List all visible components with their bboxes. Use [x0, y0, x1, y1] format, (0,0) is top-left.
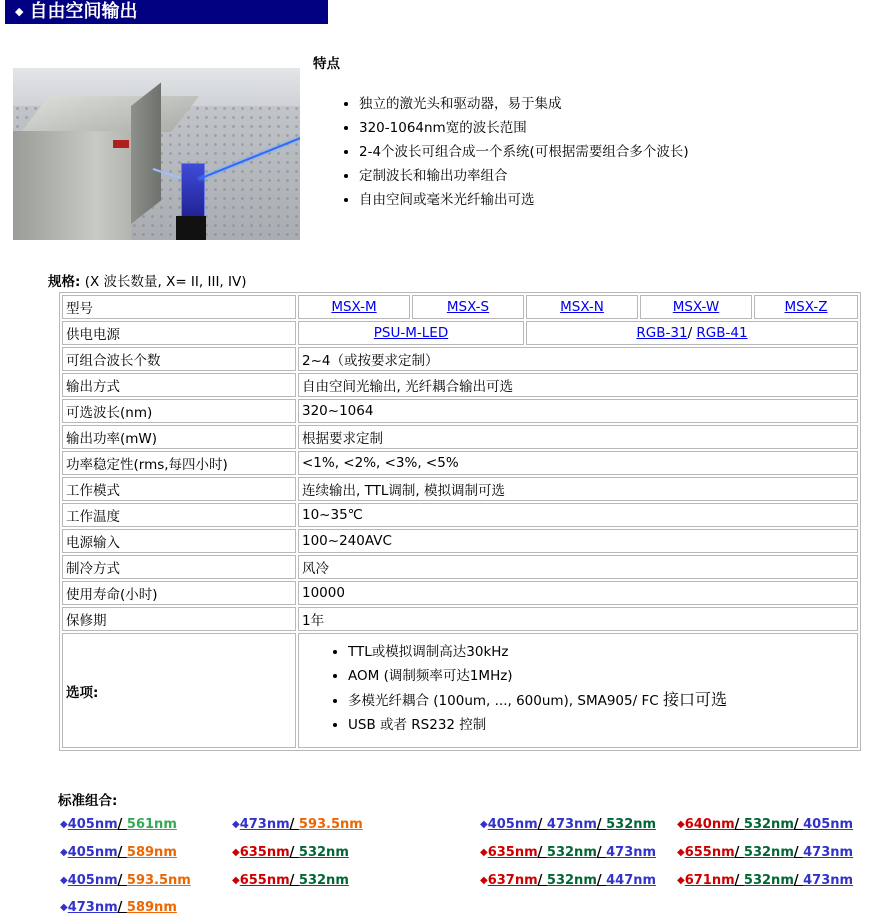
combo-wavelength-link[interactable]: 405nm	[803, 817, 854, 832]
combo-separator: /	[734, 845, 744, 860]
combo-wavelength-link[interactable]: 655nm	[239, 873, 290, 888]
table-row	[62, 451, 858, 475]
optic-mount	[176, 216, 206, 240]
combo-wavelength-link[interactable]: 532nm	[743, 817, 794, 832]
combo-wavelength-link[interactable]: 593.5nm	[126, 873, 191, 888]
model-link-msx-w[interactable]: MSX-W	[672, 299, 720, 315]
feature-item: • 独立的激光头和驱动器，易于集成	[359, 92, 689, 116]
combo-separator: /	[793, 845, 804, 860]
spec-key: 工作模式	[62, 477, 296, 501]
combo-wavelength-link[interactable]: 532nm	[743, 873, 794, 888]
model-link-msx-s[interactable]: MSX-S	[446, 299, 490, 315]
combo-wavelength-link[interactable]: 447nm	[606, 873, 657, 888]
spec-value: 1年	[298, 607, 858, 631]
combo-separator: /	[596, 873, 607, 888]
combo-wavelength-link[interactable]: 473nm	[239, 817, 290, 832]
combo-wavelength-link[interactable]: 473nm	[803, 873, 854, 888]
diamond-icon: ◆	[232, 847, 240, 858]
diamond-icon: ◆	[677, 847, 685, 858]
diamond-icon: ◆	[232, 819, 240, 830]
combo-separator: /	[117, 900, 127, 915]
combo-wavelength-link[interactable]: 635nm	[239, 845, 290, 860]
model-cell	[754, 295, 858, 319]
combo-separator: /	[289, 873, 299, 888]
features-list	[340, 92, 689, 212]
table-row	[62, 321, 858, 345]
table-row	[62, 581, 858, 605]
combo-item	[677, 873, 853, 888]
combo-separator: /	[289, 845, 299, 860]
spec-title: 规格:	[48, 274, 81, 290]
spec-value: <1%, <2%, <3%, <5%	[298, 451, 858, 475]
model-cell	[298, 295, 410, 319]
diamond-icon: ◆	[677, 875, 685, 886]
combo-item	[480, 817, 656, 832]
combo-wavelength-link[interactable]: 589nm	[126, 845, 177, 860]
options-list	[302, 640, 854, 737]
combo-wavelength-link[interactable]: 532nm	[743, 845, 794, 860]
combo-wavelength-link[interactable]: 532nm	[298, 845, 349, 860]
combo-wavelength-link[interactable]: 593.5nm	[298, 817, 363, 832]
feature-item: • 320-1064nm宽的波长范围	[359, 116, 689, 140]
model-link-msx-z[interactable]: MSX-Z	[784, 299, 828, 315]
combo-separator: /	[734, 817, 744, 832]
combo-wavelength-link[interactable]: 640nm	[684, 817, 735, 832]
combo-wavelength-link[interactable]: 405nm	[67, 817, 118, 832]
table-row	[62, 347, 858, 371]
combo-wavelength-link[interactable]: 635nm	[487, 845, 538, 860]
option-item	[348, 688, 854, 713]
option-text: 多模光纤耦合 (100um, ..., 600um), SMA905/ FC	[348, 693, 663, 709]
combo-wavelength-link[interactable]: 473nm	[546, 817, 597, 832]
diamond-icon: ◆	[480, 819, 488, 830]
combo-wavelength-link[interactable]: 532nm	[606, 817, 657, 832]
combo-wavelength-link[interactable]: 473nm	[803, 845, 854, 860]
spec-key: 功率稳定性(rms,每四小时)	[62, 451, 296, 475]
combo-wavelength-link[interactable]: 532nm	[546, 845, 597, 860]
laser-module-side	[131, 83, 161, 224]
table-row	[62, 373, 858, 397]
spec-value: 10~35℃	[298, 503, 858, 527]
combo-item	[480, 873, 656, 888]
spec-value: 根据要求定制	[298, 425, 858, 449]
laser-module-top	[21, 96, 199, 132]
model-cell	[412, 295, 524, 319]
table-row	[62, 529, 858, 553]
spec-value: 10000	[298, 581, 858, 605]
rgb41-link[interactable]: RGB-41	[696, 325, 748, 341]
spec-heading	[48, 270, 247, 290]
rgb31-link[interactable]: RGB-31	[636, 325, 688, 341]
spec-key: 制冷方式	[62, 555, 296, 579]
diamond-icon: ◆	[15, 5, 24, 18]
spec-value: 2~4（或按要求定制）	[298, 347, 858, 371]
spec-value: 320~1064	[298, 399, 858, 423]
combo-item	[232, 817, 363, 832]
table-row	[62, 425, 858, 449]
psu-link[interactable]: PSU-M-LED	[373, 325, 449, 341]
spec-key: 可选波长(nm)	[62, 399, 296, 423]
combo-wavelength-link[interactable]: 655nm	[684, 845, 735, 860]
combo-wavelength-link[interactable]: 671nm	[684, 873, 735, 888]
combo-item	[60, 873, 191, 888]
combo-item	[677, 845, 853, 860]
spec-key: 输出方式	[62, 373, 296, 397]
feature-item: • 自由空间或毫米光纤输出可选	[359, 188, 689, 212]
combo-separator: /	[117, 873, 127, 888]
combo-wavelength-link[interactable]: 473nm	[606, 845, 657, 860]
diamond-icon: ◆	[480, 875, 488, 886]
model-cell	[526, 295, 638, 319]
options-cell	[298, 633, 858, 748]
combo-wavelength-link[interactable]: 532nm	[298, 873, 349, 888]
diamond-icon: ◆	[60, 819, 68, 830]
option-item: • USB 或者 RS232 控制	[348, 713, 854, 737]
combo-separator: /	[117, 817, 127, 832]
combo-item	[60, 817, 177, 832]
combo-item	[60, 900, 177, 915]
product-photo	[13, 68, 300, 240]
spec-note: (X 波长数量, X= II, III, IV)	[80, 274, 247, 290]
combo-separator: /	[596, 817, 607, 832]
feature-item: • 2-4个波长可组合成一个系统(可根据需要组合多个波长)	[359, 140, 689, 164]
spec-value: 风冷	[298, 555, 858, 579]
diamond-icon: ◆	[480, 847, 488, 858]
diamond-icon: ◆	[677, 819, 685, 830]
diamond-icon: ◆	[60, 847, 68, 858]
model-cell	[640, 295, 752, 319]
table-row	[62, 399, 858, 423]
table-row	[62, 633, 858, 748]
spec-key: 输出功率(mW)	[62, 425, 296, 449]
spec-table	[59, 292, 861, 751]
feature-item: • 定制波长和输出功率组合	[359, 164, 689, 188]
spec-key: 保修期	[62, 607, 296, 631]
combo-separator: /	[289, 817, 299, 832]
page-title: 自由空间输出	[29, 1, 138, 22]
table-row	[62, 607, 858, 631]
spec-key: 工作温度	[62, 503, 296, 527]
table-row	[62, 295, 858, 319]
combos-title: 标准组合:	[58, 793, 118, 809]
combo-separator: /	[537, 873, 547, 888]
power-separator: /	[687, 325, 697, 341]
combo-separator: /	[734, 873, 744, 888]
power-cell	[298, 321, 524, 345]
section-title-bar	[5, 0, 328, 24]
spec-key: 使用寿命(小时)	[62, 581, 296, 605]
features-title: 特点	[313, 56, 340, 72]
spec-key: 电源输入	[62, 529, 296, 553]
combo-wavelength-link[interactable]: 561nm	[126, 817, 177, 832]
combo-item	[232, 873, 349, 888]
combo-separator: /	[793, 817, 804, 832]
spec-key: 可组合波长个数	[62, 347, 296, 371]
spec-key: 供电电源	[62, 321, 296, 345]
model-link-msx-n[interactable]: MSX-N	[560, 299, 604, 315]
combo-wavelength-link[interactable]: 473nm	[67, 900, 118, 915]
combo-wavelength-link[interactable]: 637nm	[487, 873, 538, 888]
combo-wavelength-link[interactable]: 405nm	[67, 873, 118, 888]
combo-wavelength-link[interactable]: 589nm	[126, 900, 177, 915]
diamond-icon: ◆	[232, 875, 240, 886]
power-cell	[526, 321, 858, 345]
combo-wavelength-link[interactable]: 405nm	[487, 817, 538, 832]
combo-item	[480, 845, 656, 860]
diamond-icon: ◆	[60, 902, 68, 913]
combo-item	[677, 817, 853, 832]
warning-label	[113, 140, 129, 148]
combo-wavelength-link[interactable]: 532nm	[546, 873, 597, 888]
model-link-msx-m[interactable]: MSX-M	[331, 299, 377, 315]
combo-separator: /	[596, 845, 607, 860]
spec-value: 100~240AVC	[298, 529, 858, 553]
combo-wavelength-link[interactable]: 405nm	[67, 845, 118, 860]
option-text-large: 接口可选	[662, 690, 727, 709]
combo-separator: /	[117, 845, 127, 860]
spec-value: 自由空间光输出, 光纤耦合输出可选	[298, 373, 858, 397]
optic-element	[181, 163, 205, 220]
combo-item	[232, 845, 349, 860]
combo-separator: /	[537, 845, 547, 860]
diamond-icon: ◆	[60, 875, 68, 886]
table-row	[62, 503, 858, 527]
option-item: • TTL或模拟调制高达30kHz	[348, 640, 854, 664]
spec-key: 型号	[62, 295, 296, 319]
spec-key-options: 选项:	[62, 633, 296, 748]
combo-item	[60, 845, 177, 860]
table-row	[62, 555, 858, 579]
option-item: • AOM (调制频率可达1MHz)	[348, 664, 854, 688]
combo-separator: /	[793, 873, 804, 888]
spec-value: 连续输出, TTL调制, 模拟调制可选	[298, 477, 858, 501]
combo-separator: /	[537, 817, 547, 832]
table-row	[62, 477, 858, 501]
